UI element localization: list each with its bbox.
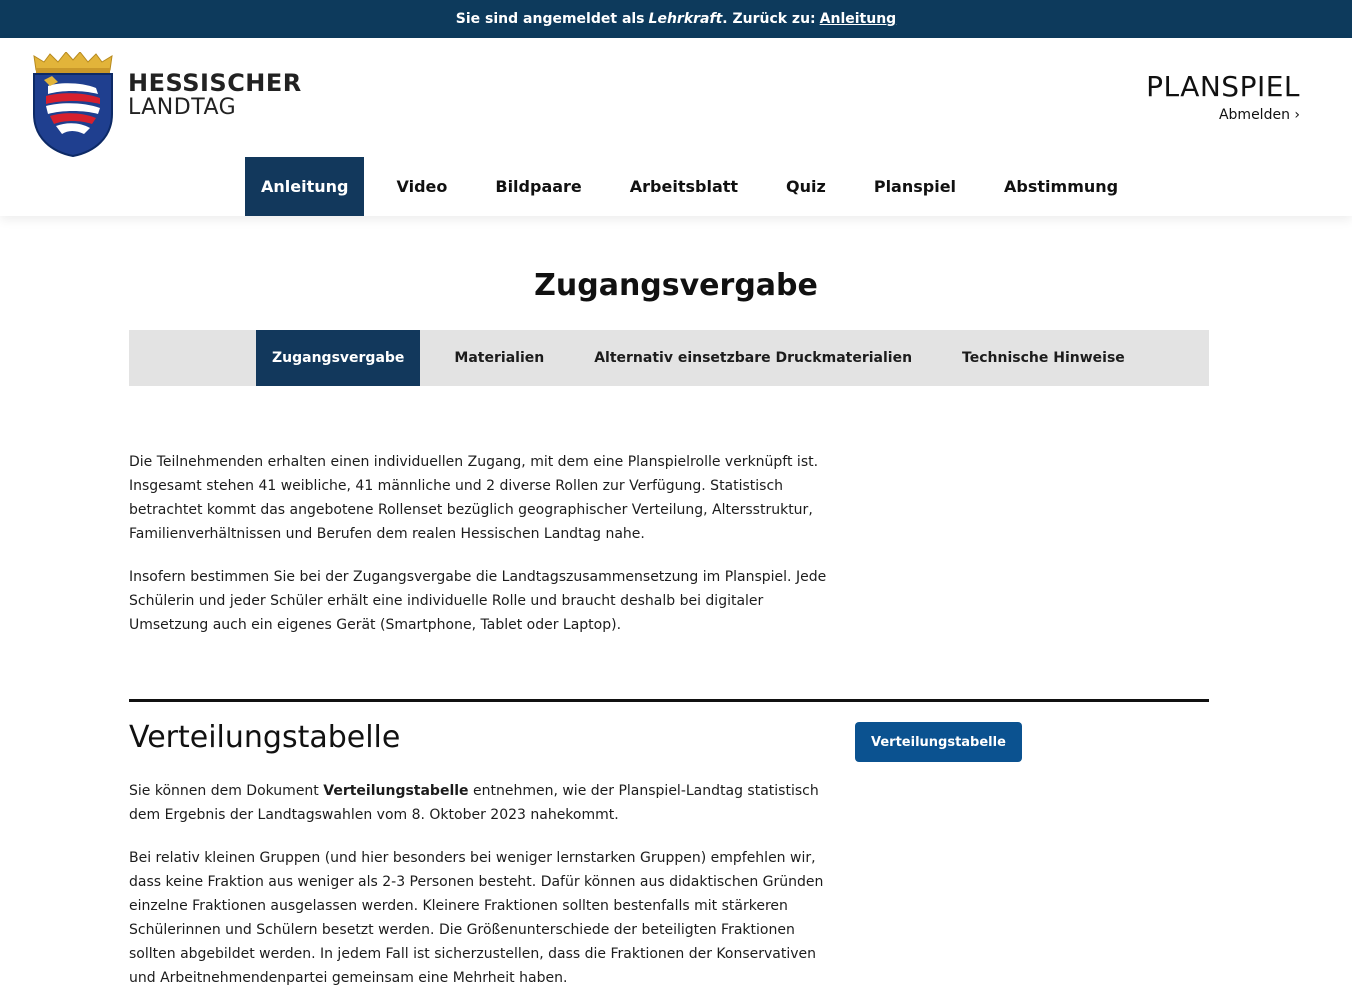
app-title: PLANSPIEL: [1146, 70, 1300, 103]
nav-item-planspiel[interactable]: Planspiel: [873, 177, 957, 196]
section-paragraph-1: [129, 779, 839, 827]
site-header: [0, 38, 1352, 216]
login-status-bar: [0, 0, 1352, 38]
tab-technische-hinweise[interactable]: Technische Hinweise: [962, 350, 1125, 366]
section-paragraph-2: Bei relativ kleinen Gruppen (und hier besonders bei weniger lernstarken Gruppen) empfehlen wir, dass keine Fraktion aus weniger als 2-3 Personen besteht. Dafür können aus didaktischen Gründen einzelne Fraktionen ausgelassen werden. Kleinere Fraktionen sollten bestenfalls mit stärkeren Schülerinnen und Schülern besetzt werden. Die Größenunterschiede der beteiligten Fraktionen sollten abgebildet werden. In jedem Fall ist sicherzustellen, dass die Fraktionen der Konservativen und Arbeitnehmendenpartei gemeinsam eine Mehrheit haben.: [129, 850, 824, 986]
logo-line-2: LANDTAG: [128, 95, 237, 120]
back-to-anleitung-link[interactable]: Anleitung: [819, 11, 897, 27]
section-p1-before: Sie können dem Dokument: [129, 783, 324, 799]
nav-item-video[interactable]: Video: [396, 177, 448, 196]
logout-link[interactable]: Abmelden ›: [1218, 107, 1300, 123]
nav-item-arbeitsblatt[interactable]: Arbeitsblatt: [629, 177, 739, 196]
main-navigation: [245, 157, 1150, 216]
logo-line-1: HESSISCHER: [128, 69, 302, 97]
login-role: Lehrkraft: [648, 11, 723, 27]
sub-navigation: [129, 330, 1209, 386]
section-body: [129, 779, 839, 990]
login-status-prefix: Sie sind angemeldet als: [455, 11, 645, 27]
section-p1-bold: Verteilungstabelle: [323, 783, 469, 799]
back-to-text: . Zurück zu:: [722, 11, 816, 27]
section-title-verteilungstabelle: Verteilungstabelle: [129, 720, 401, 755]
verteilungstabelle-download-button[interactable]: Verteilungstabelle: [855, 722, 1022, 762]
tab-materialien[interactable]: Materialien: [454, 350, 545, 366]
tab-zugangsvergabe[interactable]: Zugangsvergabe: [256, 330, 420, 386]
section-p1-after: entnehmen, wie der Planspiel-Landtag statistisch dem Ergebnis der Landtagswahlen vom 8. Oktober 2023 nahekommt.: [129, 783, 819, 823]
intro-paragraph-1: Die Teilnehmenden erhalten einen individuellen Zugang, mit dem eine Planspielrolle verknüpft ist. Insgesamt stehen 41 weibliche, 41 männliche und 2 diverse Rollen zur Verfügung. Statistisch betrachtet kommt das angebotene Rollenset bezüglich geographischer Verteilung, Altersstruktur, Familienverhältnissen und Berufen dem realen Hessischen Landtag nahe.: [129, 454, 819, 542]
page-title: Zugangsvergabe: [534, 268, 818, 303]
hessen-crest-icon[interactable]: [28, 52, 118, 158]
tab-druckmaterialien[interactable]: Alternativ einsetzbare Druckmaterialien: [594, 350, 913, 366]
nav-item-abstimmung[interactable]: Abstimmung: [1004, 177, 1119, 196]
nav-item-bildpaare[interactable]: Bildpaare: [495, 177, 582, 196]
nav-item-anleitung[interactable]: Anleitung: [245, 157, 364, 216]
logo-wordmark[interactable]: [128, 71, 302, 119]
nav-item-quiz[interactable]: Quiz: [786, 177, 826, 196]
intro-text: [129, 450, 839, 637]
intro-paragraph-2: Insofern bestimmen Sie bei der Zugangsvergabe die Landtagszusammensetzung im Planspiel. Jede Schülerin und jeder Schüler erhält eine individuelle Rolle und braucht deshalb bei digitaler Umsetzung auch ein eigenes Gerät (Smartphone, Tablet oder Laptop).: [129, 569, 827, 633]
section-divider: [129, 699, 1209, 702]
